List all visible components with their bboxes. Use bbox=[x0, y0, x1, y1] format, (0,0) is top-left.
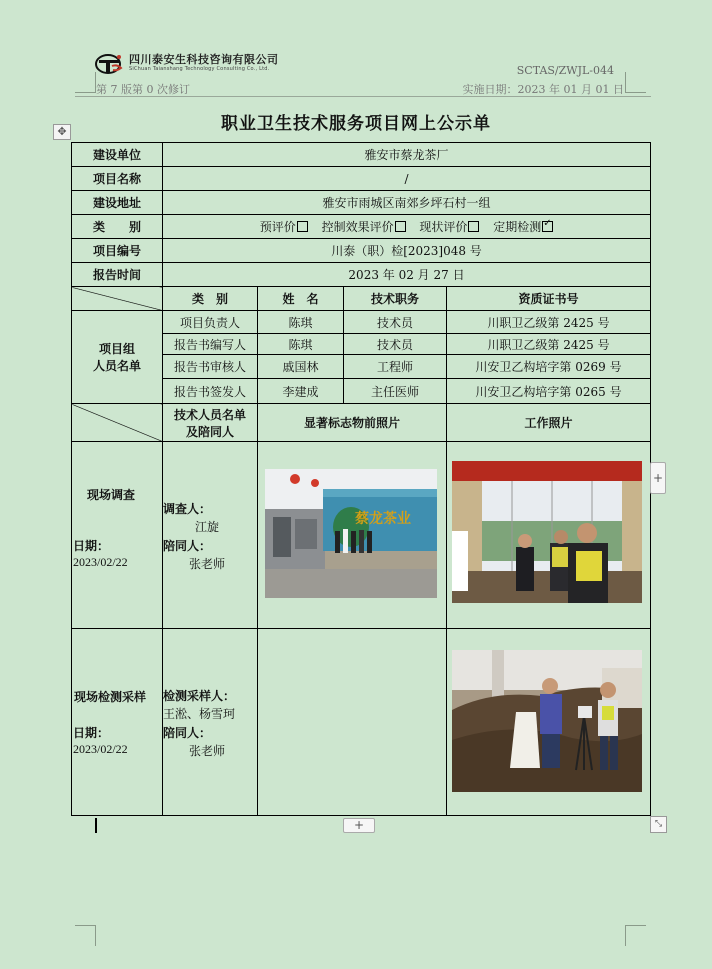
sampling-date-value: 2023/02/22 bbox=[73, 742, 128, 756]
row-report-time bbox=[72, 263, 651, 287]
row-unit bbox=[72, 143, 651, 167]
sampling-work-photo-image bbox=[452, 650, 642, 792]
category-option-periodic-test[interactable] bbox=[493, 220, 553, 234]
checkbox-pre-eval[interactable] bbox=[297, 221, 308, 232]
unit-value[interactable]: 雅安市蔡龙茶厂 bbox=[163, 143, 651, 167]
survey-work-photo-cell bbox=[447, 442, 651, 629]
category-option-pre-eval[interactable] bbox=[260, 220, 308, 234]
team-label bbox=[72, 311, 163, 404]
revision-info: 第 7 版第 0 次修订 bbox=[96, 83, 190, 96]
notice-table bbox=[71, 142, 651, 816]
project-name-value[interactable]: / bbox=[163, 167, 651, 191]
row-project-name bbox=[72, 167, 651, 191]
member-role[interactable]: 报告书审核人 bbox=[163, 355, 258, 379]
category-option-status-eval[interactable] bbox=[419, 220, 479, 234]
header-divider bbox=[75, 96, 651, 97]
photo-header-people-line1: 技术人员名单 bbox=[173, 407, 246, 422]
member-name[interactable]: 戚国林 bbox=[258, 355, 344, 379]
sampling-title-cell bbox=[72, 629, 163, 816]
member-role[interactable]: 项目负责人 bbox=[163, 311, 258, 334]
sampling-work-photo-cell bbox=[447, 629, 651, 816]
report-time-label: 报告时间 bbox=[72, 263, 163, 287]
member-cert[interactable]: 川职卫乙级第 2425 号 bbox=[447, 311, 651, 334]
sampler-label: 检测采样人： bbox=[163, 689, 236, 703]
address-value[interactable]: 雅安市雨城区南郊乡坪石村一组 bbox=[163, 191, 651, 215]
member-cert[interactable]: 川安卫乙构培字第 0265 号 bbox=[447, 379, 651, 404]
add-column-button[interactable]: + bbox=[650, 462, 666, 494]
survey-companion-name[interactable]: 张老师 bbox=[189, 557, 226, 571]
category-option-label: 定期检测 bbox=[493, 220, 542, 234]
sampling-date-label: 日期： bbox=[73, 726, 110, 740]
checkbox-control-effect[interactable] bbox=[395, 221, 406, 232]
sampler-names[interactable]: 王淞、杨雪珂 bbox=[163, 707, 236, 721]
crop-mark-top-left bbox=[75, 72, 96, 93]
sampling-work-photo[interactable] bbox=[452, 650, 642, 792]
landmark-photo-image bbox=[265, 469, 437, 598]
member-name[interactable]: 陈琪 bbox=[258, 311, 344, 334]
sampling-companion-name[interactable]: 张老师 bbox=[189, 744, 226, 758]
sampling-companion-label: 陪同人： bbox=[163, 726, 212, 740]
team-label-line1: 项目组 bbox=[98, 342, 135, 356]
company-logo-icon bbox=[95, 51, 125, 75]
company-logo bbox=[95, 50, 279, 76]
company-name-cn: 四川泰安生科技咨询有限公司 bbox=[129, 52, 279, 66]
row-project-no bbox=[72, 239, 651, 263]
row-team-header bbox=[72, 287, 651, 311]
row-category bbox=[72, 215, 651, 239]
sampling-title: 现场检测采样 bbox=[74, 690, 147, 704]
category-option-label: 控制效果评价 bbox=[321, 220, 394, 234]
team-header-name: 姓 名 bbox=[258, 287, 344, 311]
photo-header-landmark: 显著标志物前照片 bbox=[258, 404, 447, 442]
table-resize-handle-icon[interactable]: ⤡ bbox=[650, 816, 667, 833]
factory-sign-text: 蔡龙茶业 bbox=[355, 511, 411, 527]
text-cursor bbox=[95, 818, 97, 833]
member-title[interactable]: 技术员 bbox=[344, 311, 447, 334]
survey-title-cell bbox=[72, 442, 163, 629]
report-time-value[interactable]: 2023 年 02 月 27 日 bbox=[163, 263, 651, 287]
diagonal-header-cell bbox=[72, 287, 163, 311]
member-title[interactable]: 工程师 bbox=[344, 355, 447, 379]
add-row-button[interactable]: + bbox=[343, 818, 375, 833]
member-name[interactable]: 李建成 bbox=[258, 379, 344, 404]
diagonal-header-cell bbox=[72, 404, 163, 442]
survey-date-label: 日期： bbox=[73, 539, 110, 553]
team-header-cert: 资质证书号 bbox=[447, 287, 651, 311]
team-header-title: 技术职务 bbox=[344, 287, 447, 311]
row-sampling bbox=[72, 629, 651, 816]
photo-header-work: 工作照片 bbox=[447, 404, 651, 442]
row-address bbox=[72, 191, 651, 215]
address-label: 建设地址 bbox=[72, 191, 163, 215]
sampling-people-cell bbox=[163, 629, 258, 816]
member-title[interactable]: 主任医师 bbox=[344, 379, 447, 404]
member-name[interactable]: 陈琪 bbox=[258, 334, 344, 355]
category-label: 类 别 bbox=[72, 215, 163, 239]
survey-work-photo[interactable] bbox=[452, 461, 642, 603]
crop-mark-bottom-left bbox=[75, 925, 96, 946]
project-name-label: 项目名称 bbox=[72, 167, 163, 191]
project-no-value[interactable]: 川泰（职）检[2023]048 号 bbox=[163, 239, 651, 263]
row-photo-header bbox=[72, 404, 651, 442]
checkbox-periodic-test[interactable] bbox=[542, 221, 553, 232]
row-survey bbox=[72, 442, 651, 629]
category-options bbox=[163, 215, 651, 239]
member-title[interactable]: 技术员 bbox=[344, 334, 447, 355]
category-option-label: 现状评价 bbox=[419, 220, 468, 234]
table-move-handle-icon[interactable]: ✥ bbox=[53, 124, 71, 140]
implementation-date: 实施日期：2023 年 01 月 01 日 bbox=[462, 83, 624, 96]
survey-companion-label: 陪同人： bbox=[163, 539, 212, 553]
investigator-name[interactable]: 江旋 bbox=[195, 520, 220, 534]
survey-work-photo-image bbox=[452, 461, 642, 603]
company-name-en: SiChuan Taianshang Technology Consulting Co., Ltd. bbox=[129, 65, 270, 72]
survey-landmark-photo-cell bbox=[258, 442, 447, 629]
team-label-line2: 人员名单 bbox=[92, 359, 141, 373]
photo-header-people bbox=[163, 404, 258, 442]
member-cert[interactable]: 川安卫乙构培字第 0269 号 bbox=[447, 355, 651, 379]
page-title: 职业卫生技术服务项目网上公示单 bbox=[221, 114, 491, 134]
category-option-control-effect[interactable] bbox=[322, 220, 406, 234]
team-header-role: 类 别 bbox=[163, 287, 258, 311]
checkbox-status-eval[interactable] bbox=[468, 221, 479, 232]
project-no-label: 项目编号 bbox=[72, 239, 163, 263]
document-code: SCTAS/ZWJL-044 bbox=[516, 64, 614, 77]
team-row bbox=[72, 311, 651, 334]
landmark-photo[interactable] bbox=[265, 469, 437, 598]
survey-date-value: 2023/02/22 bbox=[73, 555, 128, 569]
category-option-label: 预评价 bbox=[259, 220, 296, 234]
sampling-landmark-photo-cell[interactable] bbox=[258, 629, 447, 816]
member-role[interactable]: 报告书签发人 bbox=[163, 379, 258, 404]
member-cert[interactable]: 川职卫乙级第 2425 号 bbox=[447, 334, 651, 355]
photo-header-people-line2: 及陪同人 bbox=[185, 424, 234, 439]
crop-mark-bottom-right bbox=[625, 925, 646, 946]
investigator-label: 调查人： bbox=[163, 502, 212, 516]
member-role[interactable]: 报告书编写人 bbox=[163, 334, 258, 355]
crop-mark-top-right bbox=[625, 72, 646, 93]
survey-people-cell bbox=[163, 442, 258, 629]
survey-title: 现场调查 bbox=[87, 488, 136, 502]
unit-label: 建设单位 bbox=[72, 143, 163, 167]
